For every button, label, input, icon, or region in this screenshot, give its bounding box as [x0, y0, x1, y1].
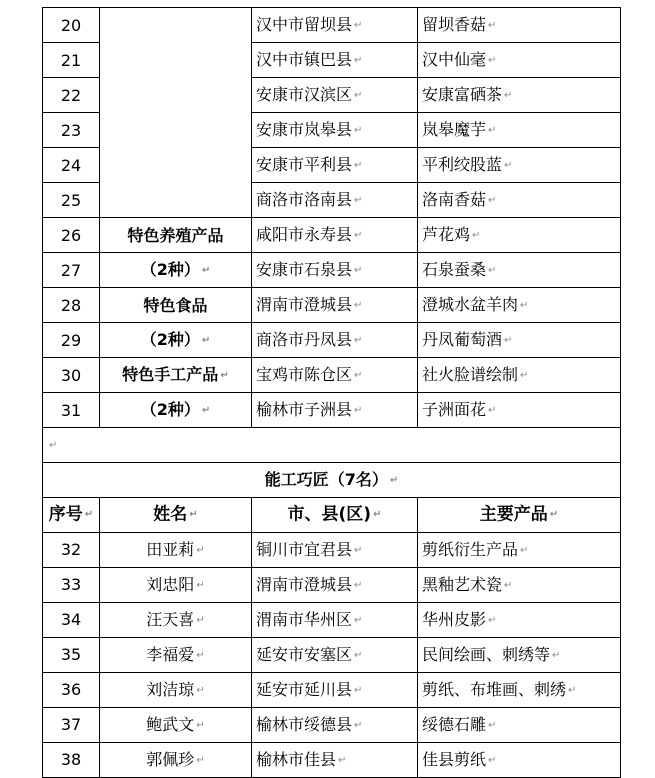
artisan-name: 郭佩珍 ↵ [100, 742, 252, 777]
row-number: 34 [43, 602, 100, 637]
paragraph-mark-icon: ↵ [472, 230, 481, 241]
row-number: 20 [43, 8, 100, 43]
product-cell: 洛南香菇 ↵ [418, 183, 621, 218]
header-name: 姓名 ↵ [100, 498, 252, 533]
product-cell: 留坝香菇 ↵ [418, 8, 621, 43]
row-number: 21 [43, 43, 100, 78]
paragraph-mark-icon: ↵ [201, 265, 211, 276]
row-number: 38 [43, 742, 100, 777]
product-cell: 平利绞股蓝 ↵ [418, 148, 621, 183]
paragraph-mark-icon: ↵ [520, 544, 529, 556]
category-name: 特色手工产品 ↵ [100, 358, 252, 393]
table-row [43, 707, 621, 742]
paragraph-mark-icon: ↵ [354, 300, 363, 311]
region-cell: 渭南市澄城县 ↵ [252, 288, 418, 323]
product-cell: 佳县剪纸 ↵ [418, 742, 621, 777]
artisan-name: 刘忠阳 ↵ [100, 567, 252, 602]
artisan-name: 李福爱 ↵ [100, 637, 252, 672]
paragraph-mark-icon: ↵ [354, 265, 363, 276]
artisan-name: 刘洁琼 ↵ [100, 672, 252, 707]
product-cell: 芦花鸡 ↵ [418, 218, 621, 253]
paragraph-mark-icon: ↵ [354, 125, 363, 136]
paragraph-mark-icon: ↵ [189, 509, 198, 520]
paragraph-mark-icon: ↵ [338, 754, 347, 766]
region-cell: 安康市平利县 ↵ [252, 148, 418, 183]
region-cell: 渭南市澄城县 ↵ [252, 567, 418, 602]
header-region: 市、县(区) ↵ [252, 498, 418, 533]
header-row [43, 498, 621, 533]
paragraph-mark-icon: ↵ [354, 649, 363, 661]
document-page [42, 7, 620, 778]
table-row [43, 288, 621, 323]
paragraph-mark-icon: ↵ [504, 160, 513, 171]
paragraph-mark-icon: ↵ [488, 20, 497, 31]
paragraph-mark-icon: ↵ [354, 579, 363, 591]
row-number: 29 [43, 323, 100, 358]
region-cell: 咸阳市永寿县 ↵ [252, 218, 418, 253]
paragraph-mark-icon: ↵ [201, 405, 211, 416]
paragraph-mark-icon: ↵ [354, 195, 363, 206]
row-number: 30 [43, 358, 100, 393]
paragraph-mark-icon: ↵ [220, 370, 229, 381]
table-row [43, 323, 621, 358]
row-number: 23 [43, 113, 100, 148]
paragraph-mark-icon: ↵ [373, 509, 382, 520]
region-cell: 延安市延川县 ↵ [252, 672, 418, 707]
paragraph-mark-icon: ↵ [552, 649, 561, 661]
section-title: 能工巧匠（7名） ↵ [43, 463, 621, 498]
product-cell: 子洲面花 ↵ [418, 393, 621, 428]
paragraph-mark-icon: ↵ [488, 754, 497, 766]
paragraph-mark-icon: ↵ [354, 370, 363, 381]
table-row [43, 8, 621, 43]
region-cell: 汉中市镇巴县 ↵ [252, 43, 418, 78]
paragraph-mark-icon: ↵ [488, 125, 497, 136]
category-count: （2种） ↵ [100, 323, 252, 358]
paragraph-mark-icon: ↵ [354, 614, 363, 626]
category-name: 特色食品 [100, 288, 252, 323]
table-row [43, 532, 621, 567]
paragraph-mark-icon: ↵ [49, 440, 58, 451]
table-row [43, 393, 621, 428]
paragraph-mark-icon: ↵ [354, 544, 363, 556]
paragraph-mark-icon: ↵ [196, 544, 205, 556]
paragraph-mark-icon: ↵ [354, 20, 363, 31]
table-row [43, 253, 621, 288]
paragraph-mark-icon: ↵ [568, 684, 577, 696]
table-row [43, 637, 621, 672]
paragraph-mark-icon: ↵ [504, 579, 513, 591]
region-cell: 汉中市留坝县 ↵ [252, 8, 418, 43]
paragraph-mark-icon: ↵ [549, 509, 559, 520]
header-product: 主要产品 ↵ [418, 498, 621, 533]
table-row [43, 358, 621, 393]
region-cell: 商洛市洛南县 ↵ [252, 183, 418, 218]
table-row [43, 672, 621, 707]
paragraph-mark-icon: ↵ [84, 509, 94, 520]
paragraph-mark-icon: ↵ [196, 649, 205, 661]
table-row [43, 567, 621, 602]
region-cell: 铜川市宜君县 ↵ [252, 532, 418, 567]
region-cell: 渭南市华州区 ↵ [252, 602, 418, 637]
paragraph-mark-icon: ↵ [488, 55, 497, 66]
product-cell: 民间绘画、刺绣等 ↵ [418, 637, 621, 672]
paragraph-mark-icon: ↵ [488, 719, 497, 731]
row-number: 35 [43, 637, 100, 672]
blank-row [43, 428, 621, 463]
row-number: 37 [43, 707, 100, 742]
product-cell: 剪纸、布堆画、刺绣 ↵ [418, 672, 621, 707]
region-cell: 宝鸡市陈仓区 ↵ [252, 358, 418, 393]
paragraph-mark-icon: ↵ [354, 684, 363, 696]
paragraph-mark-icon: ↵ [488, 614, 497, 626]
paragraph-mark-icon: ↵ [354, 335, 363, 346]
region-cell: 榆林市子洲县 ↵ [252, 393, 418, 428]
row-number: 22 [43, 78, 100, 113]
row-number: 27 [43, 253, 100, 288]
row-number: 25 [43, 183, 100, 218]
artisan-name: 汪天喜 ↵ [100, 602, 252, 637]
category-name: 特色养殖产品 [100, 218, 252, 253]
artisan-list [43, 532, 621, 777]
paragraph-mark-icon: ↵ [196, 684, 205, 696]
row-number: 33 [43, 567, 100, 602]
region-cell: 安康市岚皋县 ↵ [252, 113, 418, 148]
product-cell: 黑釉艺术瓷 ↵ [418, 567, 621, 602]
paragraph-mark-icon: ↵ [196, 579, 205, 591]
paragraph-mark-icon: ↵ [504, 335, 513, 346]
product-cell: 安康富硒茶 ↵ [418, 78, 621, 113]
product-table [42, 7, 621, 778]
paragraph-mark-icon: ↵ [354, 160, 363, 171]
product-cell: 汉中仙毫 ↵ [418, 43, 621, 78]
artisan-name: 鲍武文 ↵ [100, 707, 252, 742]
region-cell: 延安市安塞区 ↵ [252, 637, 418, 672]
header-no: 序号 ↵ [43, 498, 100, 533]
paragraph-mark-icon: ↵ [488, 405, 497, 416]
paragraph-mark-icon: ↵ [354, 55, 363, 66]
paragraph-mark-icon: ↵ [354, 719, 363, 731]
paragraph-mark-icon: ↵ [354, 90, 363, 101]
product-cell: 华州皮影 ↵ [418, 602, 621, 637]
paragraph-mark-icon: ↵ [196, 614, 205, 626]
paragraph-mark-icon: ↵ [504, 90, 513, 101]
table-row [43, 742, 621, 777]
product-cell: 丹凤葡萄酒 ↵ [418, 323, 621, 358]
product-cell: 绥德石雕 ↵ [418, 707, 621, 742]
paragraph-mark-icon: ↵ [354, 405, 363, 416]
blank-cell [43, 428, 621, 463]
paragraph-mark-icon: ↵ [488, 265, 497, 276]
row-number: 24 [43, 148, 100, 183]
product-cell: 岚皋魔芋 ↵ [418, 113, 621, 148]
paragraph-mark-icon: ↵ [354, 230, 363, 241]
region-cell: 商洛市丹凤县 ↵ [252, 323, 418, 358]
paragraph-mark-icon: ↵ [196, 719, 205, 731]
product-cell: 石泉蚕桑 ↵ [418, 253, 621, 288]
region-cell: 榆林市绥德县 ↵ [252, 707, 418, 742]
product-cell: 澄城水盆羊肉 ↵ [418, 288, 621, 323]
row-number: 26 [43, 218, 100, 253]
region-cell: 榆林市佳县 ↵ [252, 742, 418, 777]
paragraph-mark-icon: ↵ [488, 195, 497, 206]
row-number: 36 [43, 672, 100, 707]
table-row [43, 218, 621, 253]
product-cell: 剪纸衍生产品 ↵ [418, 532, 621, 567]
paragraph-mark-icon: ↵ [389, 475, 399, 486]
category-count: （2种） ↵ [100, 253, 252, 288]
category-count: （2种） ↵ [100, 393, 252, 428]
paragraph-mark-icon: ↵ [201, 335, 211, 346]
artisan-name: 田亚莉 ↵ [100, 532, 252, 567]
region-cell: 安康市石泉县 ↵ [252, 253, 418, 288]
paragraph-mark-icon: ↵ [520, 300, 529, 311]
row-number: 31 [43, 393, 100, 428]
product-cell: 社火脸谱绘制 ↵ [418, 358, 621, 393]
row-number: 28 [43, 288, 100, 323]
table-row [43, 602, 621, 637]
region-cell: 安康市汉滨区 ↵ [252, 78, 418, 113]
row-number: 32 [43, 532, 100, 567]
category-cell-empty [100, 8, 252, 218]
paragraph-mark-icon: ↵ [196, 754, 205, 766]
section-row [43, 463, 621, 498]
paragraph-mark-icon: ↵ [520, 370, 529, 381]
